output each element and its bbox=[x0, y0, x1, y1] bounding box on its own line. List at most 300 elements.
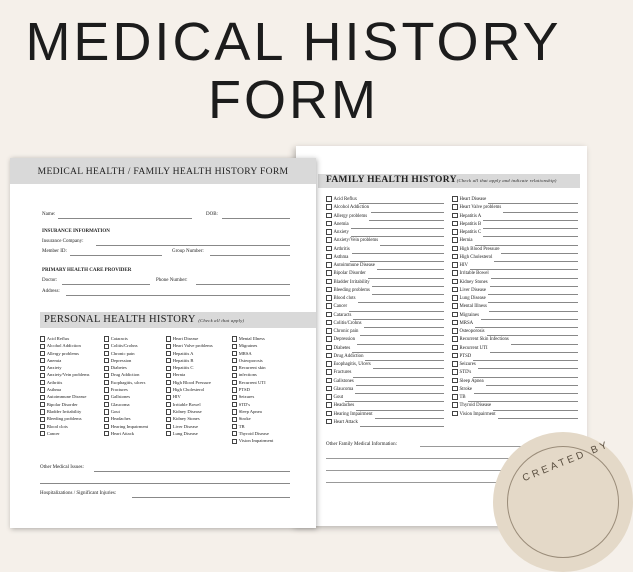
condition-checkbox[interactable] bbox=[166, 424, 171, 429]
condition-checkbox[interactable] bbox=[104, 344, 109, 349]
condition-label: Liver Disease bbox=[459, 287, 487, 293]
condition-checkbox[interactable] bbox=[104, 380, 109, 385]
condition-item bbox=[104, 342, 148, 349]
condition-checkbox[interactable] bbox=[452, 328, 458, 334]
condition-item bbox=[232, 335, 273, 342]
relationship-line[interactable] bbox=[372, 288, 444, 295]
relationship-line[interactable] bbox=[490, 346, 578, 353]
form-title: MEDICAL HEALTH / FAMILY HEALTH HISTORY FORM bbox=[37, 166, 289, 177]
condition-label: High Cholesterol bbox=[172, 387, 205, 393]
condition-label: Acid Reflux bbox=[46, 336, 70, 341]
relationship-line[interactable] bbox=[483, 222, 577, 229]
condition-checkbox[interactable] bbox=[166, 336, 171, 341]
condition-checkbox[interactable] bbox=[452, 213, 458, 219]
condition-checkbox[interactable] bbox=[40, 373, 45, 378]
relationship-line[interactable] bbox=[494, 255, 577, 262]
relationship-line[interactable] bbox=[357, 338, 443, 345]
condition-item bbox=[326, 196, 444, 204]
condition-label: Anxiety bbox=[46, 365, 62, 371]
condition-label: infections bbox=[238, 372, 257, 378]
condition-item bbox=[40, 379, 89, 386]
condition-label: Fractures bbox=[110, 387, 128, 393]
condition-checkbox[interactable] bbox=[452, 279, 458, 285]
hero-title-line1: MEDICAL HISTORY bbox=[25, 12, 562, 72]
condition-item bbox=[166, 357, 213, 364]
condition-item bbox=[232, 415, 273, 422]
seal-text: CREATED BY bbox=[521, 439, 612, 485]
condition-label: Thyroid Disease bbox=[238, 430, 269, 436]
relationship-line[interactable] bbox=[468, 395, 578, 402]
other-medical-issues-field[interactable] bbox=[94, 471, 290, 472]
other-medical-issues-field[interactable] bbox=[40, 483, 290, 484]
condition-item bbox=[452, 402, 578, 410]
condition-checkbox[interactable] bbox=[326, 386, 332, 392]
condition-label: Headaches bbox=[333, 403, 355, 409]
condition-checkbox[interactable] bbox=[166, 380, 171, 385]
condition-checkbox[interactable] bbox=[452, 287, 458, 293]
condition-checkbox[interactable] bbox=[452, 229, 458, 235]
condition-checkbox[interactable] bbox=[326, 204, 332, 210]
condition-item bbox=[326, 229, 444, 237]
relationship-line[interactable] bbox=[360, 420, 444, 427]
condition-checkbox[interactable] bbox=[452, 378, 458, 384]
relationship-line[interactable] bbox=[488, 197, 577, 204]
condition-label: Vision Impairment bbox=[238, 438, 274, 444]
condition-item bbox=[326, 361, 444, 369]
condition-checkbox[interactable] bbox=[326, 270, 332, 276]
condition-label: Anemia bbox=[46, 357, 62, 363]
condition-checkbox[interactable] bbox=[40, 431, 45, 436]
condition-checkbox[interactable] bbox=[326, 361, 332, 367]
relationship-line[interactable] bbox=[359, 197, 443, 204]
condition-label: Hernia bbox=[459, 238, 473, 244]
relationship-line[interactable] bbox=[470, 263, 577, 270]
condition-checkbox[interactable] bbox=[452, 270, 458, 276]
condition-checkbox[interactable] bbox=[452, 262, 458, 268]
condition-checkbox[interactable] bbox=[104, 336, 109, 341]
condition-item bbox=[326, 213, 444, 221]
condition-item bbox=[232, 423, 273, 430]
condition-checkbox[interactable] bbox=[452, 295, 458, 301]
relationship-line[interactable] bbox=[498, 412, 578, 419]
condition-checkbox[interactable] bbox=[452, 394, 458, 400]
condition-item bbox=[166, 371, 213, 378]
relationship-line[interactable] bbox=[503, 206, 577, 213]
condition-checkbox[interactable] bbox=[326, 328, 332, 334]
condition-label: Osteoporosis bbox=[459, 329, 485, 334]
condition-label: Hepatitis C bbox=[172, 365, 194, 371]
condition-item bbox=[40, 415, 89, 422]
condition-checkbox[interactable] bbox=[326, 229, 332, 235]
condition-item bbox=[104, 408, 148, 415]
condition-checkbox[interactable] bbox=[326, 246, 332, 252]
condition-checkbox[interactable] bbox=[452, 254, 458, 260]
condition-checkbox[interactable] bbox=[232, 344, 237, 349]
condition-checkbox[interactable] bbox=[232, 431, 237, 436]
condition-checkbox[interactable] bbox=[40, 380, 45, 385]
condition-checkbox[interactable] bbox=[40, 402, 45, 407]
hero-title bbox=[0, 0, 587, 150]
condition-checkbox[interactable] bbox=[452, 361, 458, 367]
condition-checkbox[interactable] bbox=[166, 431, 171, 436]
medical-form-page bbox=[10, 158, 316, 528]
condition-checkbox[interactable] bbox=[326, 411, 332, 417]
family-history-subtitle: (Check all that apply and indicate relationship) bbox=[456, 178, 557, 183]
doctor-field[interactable] bbox=[62, 284, 150, 285]
hero-title-line2: FORM bbox=[208, 70, 379, 130]
condition-item bbox=[40, 371, 89, 378]
condition-checkbox[interactable] bbox=[40, 409, 45, 414]
condition-label: Recurrent UTI bbox=[238, 379, 266, 385]
condition-label: Sleep Apnea bbox=[459, 378, 484, 384]
condition-checkbox[interactable] bbox=[326, 378, 332, 384]
condition-checkbox[interactable] bbox=[452, 320, 458, 326]
condition-checkbox[interactable] bbox=[232, 373, 237, 378]
relationship-line[interactable] bbox=[473, 371, 577, 378]
condition-checkbox[interactable] bbox=[166, 395, 171, 400]
condition-label: Autoimmune Disease bbox=[46, 394, 87, 400]
condition-item bbox=[166, 393, 213, 400]
condition-checkbox[interactable] bbox=[326, 345, 332, 351]
condition-checkbox[interactable] bbox=[452, 411, 458, 417]
relationship-line[interactable] bbox=[488, 296, 578, 303]
condition-checkbox[interactable] bbox=[104, 431, 109, 436]
relationship-line[interactable] bbox=[493, 404, 577, 411]
condition-checkbox[interactable] bbox=[326, 303, 332, 309]
relationship-line[interactable] bbox=[353, 371, 443, 378]
condition-checkbox[interactable] bbox=[452, 336, 458, 342]
condition-checkbox[interactable] bbox=[166, 373, 171, 378]
condition-item bbox=[166, 342, 213, 349]
relationship-line[interactable] bbox=[486, 379, 578, 386]
condition-checkbox[interactable] bbox=[166, 351, 171, 356]
condition-label: Heart Attack bbox=[110, 430, 135, 436]
condition-checkbox[interactable] bbox=[452, 312, 458, 318]
relationship-line[interactable] bbox=[475, 321, 577, 328]
condition-label: Bleeding problems bbox=[333, 287, 370, 293]
condition-label: Gallstones bbox=[110, 394, 131, 400]
condition-checkbox[interactable] bbox=[326, 394, 332, 400]
condition-label: Kidney Stones bbox=[172, 416, 200, 422]
condition-item bbox=[452, 246, 578, 254]
condition-label: Cataracts bbox=[333, 312, 352, 318]
condition-checkbox[interactable] bbox=[104, 387, 109, 392]
condition-checkbox[interactable] bbox=[326, 295, 332, 301]
condition-checkbox[interactable] bbox=[104, 358, 109, 363]
relationship-line[interactable] bbox=[356, 404, 443, 411]
relationship-line[interactable] bbox=[473, 354, 577, 361]
condition-checkbox[interactable] bbox=[166, 366, 171, 371]
relationship-line[interactable] bbox=[371, 206, 443, 213]
relationship-line[interactable] bbox=[352, 247, 444, 254]
condition-checkbox[interactable] bbox=[40, 424, 45, 429]
condition-item bbox=[232, 379, 273, 386]
condition-label: Glaucoma bbox=[110, 401, 130, 407]
relationship-line[interactable] bbox=[365, 354, 443, 361]
condition-label: Heart Valve problems bbox=[459, 205, 502, 211]
condition-item bbox=[326, 386, 444, 394]
personal-history-header bbox=[40, 312, 316, 328]
form-header bbox=[10, 158, 316, 184]
condition-label: Heart Disease bbox=[172, 336, 199, 341]
relationship-line[interactable] bbox=[364, 321, 444, 328]
condition-checkbox[interactable] bbox=[166, 344, 171, 349]
condition-checkbox[interactable] bbox=[166, 387, 171, 392]
condition-checkbox[interactable] bbox=[166, 417, 171, 422]
condition-checkbox[interactable] bbox=[104, 402, 109, 407]
condition-label: Colitis/Crohns bbox=[333, 320, 362, 326]
created-by-seal bbox=[493, 432, 633, 572]
condition-label: Osteoporosis bbox=[238, 357, 263, 363]
condition-item bbox=[452, 279, 578, 287]
condition-checkbox[interactable] bbox=[104, 395, 109, 400]
condition-checkbox[interactable] bbox=[452, 237, 458, 243]
condition-label: Diabetes bbox=[333, 345, 351, 351]
relationship-line[interactable] bbox=[372, 280, 444, 287]
relationship-line[interactable] bbox=[490, 280, 578, 287]
condition-label: Anemia bbox=[333, 221, 349, 227]
condition-checkbox[interactable] bbox=[232, 439, 237, 444]
condition-item bbox=[166, 350, 213, 357]
condition-checkbox[interactable] bbox=[452, 353, 458, 359]
address-field[interactable] bbox=[66, 295, 290, 296]
relationship-line[interactable] bbox=[373, 362, 444, 369]
condition-checkbox[interactable] bbox=[326, 312, 332, 318]
condition-item bbox=[452, 270, 578, 278]
condition-label: Recurrent Skin Infections bbox=[459, 337, 509, 343]
condition-item bbox=[232, 437, 273, 444]
group-number-field[interactable] bbox=[210, 255, 290, 256]
relationship-line[interactable] bbox=[501, 247, 577, 254]
address-label: Address: bbox=[42, 289, 60, 294]
condition-label: Arthritis bbox=[46, 379, 63, 385]
condition-checkbox[interactable] bbox=[104, 409, 109, 414]
condition-item bbox=[452, 221, 578, 229]
condition-checkbox[interactable] bbox=[232, 358, 237, 363]
condition-checkbox[interactable] bbox=[232, 402, 237, 407]
condition-label: Mental Illness bbox=[459, 304, 487, 310]
family-history-title: FAMILY HEALTH HISTORY bbox=[326, 175, 457, 185]
relationship-line[interactable] bbox=[489, 305, 578, 312]
condition-checkbox[interactable] bbox=[104, 351, 109, 356]
condition-checkbox[interactable] bbox=[326, 369, 332, 375]
condition-label: TB bbox=[238, 423, 245, 429]
relationship-line[interactable] bbox=[478, 362, 578, 369]
condition-label: Depression bbox=[333, 337, 356, 343]
condition-label: Autoimmune Disease bbox=[333, 263, 375, 268]
condition-checkbox[interactable] bbox=[232, 424, 237, 429]
condition-checkbox[interactable] bbox=[326, 262, 332, 268]
condition-item bbox=[104, 423, 148, 430]
condition-label: Migraines bbox=[459, 312, 479, 318]
condition-checkbox[interactable] bbox=[40, 336, 45, 341]
relationship-line[interactable] bbox=[483, 214, 577, 221]
relationship-line[interactable] bbox=[358, 296, 444, 303]
condition-checkbox[interactable] bbox=[452, 402, 458, 408]
condition-label: Alcohol Addiction bbox=[333, 205, 370, 211]
condition-label: Gout bbox=[110, 408, 120, 414]
condition-checkbox[interactable] bbox=[166, 358, 171, 363]
condition-checkbox[interactable] bbox=[232, 395, 237, 400]
condition-item bbox=[452, 229, 578, 237]
condition-checkbox[interactable] bbox=[326, 213, 332, 219]
relationship-line[interactable] bbox=[351, 222, 444, 229]
relationship-line[interactable] bbox=[352, 346, 443, 353]
condition-checkbox[interactable] bbox=[452, 345, 458, 351]
condition-checkbox[interactable] bbox=[452, 386, 458, 392]
condition-item bbox=[452, 312, 578, 320]
condition-label: Irritable Bowel bbox=[172, 401, 201, 407]
relationship-line[interactable] bbox=[369, 214, 443, 221]
condition-item bbox=[326, 353, 444, 361]
condition-item bbox=[452, 328, 578, 336]
relationship-line[interactable] bbox=[349, 305, 443, 312]
condition-checkbox[interactable] bbox=[326, 402, 332, 408]
condition-checkbox[interactable] bbox=[232, 351, 237, 356]
member-id-field[interactable] bbox=[70, 255, 162, 256]
condition-checkbox[interactable] bbox=[452, 221, 458, 227]
condition-item bbox=[104, 386, 148, 393]
condition-checkbox[interactable] bbox=[104, 373, 109, 378]
name-field[interactable] bbox=[58, 218, 192, 219]
condition-label: High Cholesterol bbox=[459, 254, 493, 260]
name-label: Name: bbox=[42, 212, 56, 217]
condition-item bbox=[326, 262, 444, 270]
relationship-line[interactable] bbox=[491, 272, 578, 279]
relationship-line[interactable] bbox=[380, 239, 443, 246]
relationship-line[interactable] bbox=[368, 272, 444, 279]
condition-label: MRSA bbox=[459, 320, 474, 326]
condition-checkbox[interactable] bbox=[166, 402, 171, 407]
relationship-line[interactable] bbox=[511, 338, 578, 345]
condition-label: Gout bbox=[333, 395, 344, 400]
condition-checkbox[interactable] bbox=[452, 303, 458, 309]
condition-item bbox=[452, 204, 578, 212]
insurance-company-field[interactable] bbox=[96, 245, 290, 246]
condition-checkbox[interactable] bbox=[326, 279, 332, 285]
condition-checkbox[interactable] bbox=[232, 336, 237, 341]
condition-item bbox=[326, 254, 444, 262]
condition-item bbox=[326, 237, 444, 245]
condition-checkbox[interactable] bbox=[232, 417, 237, 422]
condition-item bbox=[104, 364, 148, 371]
condition-checkbox[interactable] bbox=[104, 424, 109, 429]
relationship-line[interactable] bbox=[488, 288, 577, 295]
relationship-line[interactable] bbox=[487, 329, 578, 336]
condition-checkbox[interactable] bbox=[40, 358, 45, 363]
condition-item bbox=[232, 357, 273, 364]
condition-checkbox[interactable] bbox=[326, 254, 332, 260]
condition-checkbox[interactable] bbox=[232, 380, 237, 385]
condition-checkbox[interactable] bbox=[104, 366, 109, 371]
condition-label: Stroke bbox=[459, 386, 473, 392]
condition-checkbox[interactable] bbox=[326, 320, 332, 326]
condition-label: Cancer bbox=[46, 430, 60, 436]
condition-checkbox[interactable] bbox=[452, 196, 458, 202]
hospitalizations-field[interactable] bbox=[132, 497, 290, 498]
relationship-line[interactable] bbox=[350, 255, 443, 262]
condition-checkbox[interactable] bbox=[40, 417, 45, 422]
condition-checkbox[interactable] bbox=[40, 366, 45, 371]
relationship-line[interactable] bbox=[377, 263, 444, 270]
condition-item bbox=[104, 379, 148, 386]
condition-item bbox=[166, 379, 213, 386]
condition-checkbox[interactable] bbox=[326, 221, 332, 227]
condition-checkbox[interactable] bbox=[40, 351, 45, 356]
condition-item bbox=[326, 402, 444, 410]
condition-item bbox=[326, 369, 444, 377]
condition-checkbox[interactable] bbox=[232, 387, 237, 392]
condition-label: Bladder Irritability bbox=[333, 279, 370, 285]
relationship-line[interactable] bbox=[356, 379, 444, 386]
condition-checkbox[interactable] bbox=[166, 409, 171, 414]
condition-checkbox[interactable] bbox=[326, 196, 332, 202]
relationship-line[interactable] bbox=[351, 230, 444, 237]
condition-label: High Blood Pressure bbox=[459, 246, 500, 252]
condition-item bbox=[452, 336, 578, 344]
relationship-line[interactable] bbox=[475, 239, 578, 246]
condition-checkbox[interactable] bbox=[104, 417, 109, 422]
condition-checkbox[interactable] bbox=[326, 353, 332, 359]
condition-item bbox=[40, 423, 89, 430]
condition-checkbox[interactable] bbox=[40, 387, 45, 392]
condition-checkbox[interactable] bbox=[452, 369, 458, 375]
condition-label: Allergy problems bbox=[46, 350, 79, 356]
condition-label: Bipolar Disorder bbox=[46, 401, 78, 407]
condition-item bbox=[452, 295, 578, 303]
condition-checkbox[interactable] bbox=[232, 409, 237, 414]
condition-label: Vision Impairment bbox=[459, 411, 496, 417]
relationship-line[interactable] bbox=[481, 313, 578, 320]
condition-checkbox[interactable] bbox=[326, 237, 332, 243]
relationship-line[interactable] bbox=[355, 387, 443, 394]
condition-item bbox=[104, 357, 148, 364]
relationship-line[interactable] bbox=[375, 412, 444, 419]
condition-item bbox=[166, 423, 213, 430]
condition-item bbox=[452, 303, 578, 311]
condition-item bbox=[452, 394, 578, 402]
condition-item bbox=[326, 419, 444, 427]
relationship-line[interactable] bbox=[474, 387, 577, 394]
dob-field[interactable] bbox=[222, 218, 290, 219]
condition-label: Acid Reflux bbox=[333, 197, 358, 202]
condition-label: Mental Illness bbox=[238, 336, 265, 341]
phone-field[interactable] bbox=[196, 284, 290, 285]
relationship-line[interactable] bbox=[345, 395, 443, 402]
condition-item bbox=[326, 221, 444, 229]
condition-item bbox=[232, 371, 273, 378]
condition-checkbox[interactable] bbox=[40, 344, 45, 349]
condition-checkbox[interactable] bbox=[326, 287, 332, 293]
condition-checkbox[interactable] bbox=[232, 366, 237, 371]
group-number-label: Group Number: bbox=[172, 249, 204, 254]
relationship-line[interactable] bbox=[483, 230, 577, 237]
condition-checkbox[interactable] bbox=[40, 395, 45, 400]
condition-item bbox=[326, 336, 444, 344]
hospitalizations-label: Hospitalizations / Significant Injuries: bbox=[40, 491, 117, 496]
condition-checkbox[interactable] bbox=[452, 204, 458, 210]
condition-checkbox[interactable] bbox=[326, 419, 332, 425]
condition-label: Anxiety/Vein problems bbox=[333, 238, 379, 244]
condition-label: Drug Addiction bbox=[110, 372, 140, 378]
condition-checkbox[interactable] bbox=[452, 246, 458, 252]
condition-item bbox=[452, 411, 578, 419]
other-family-info-label: Other Family Medical Information: bbox=[326, 442, 397, 447]
relationship-line[interactable] bbox=[360, 329, 443, 336]
condition-item bbox=[452, 254, 578, 262]
relationship-line[interactable] bbox=[353, 313, 443, 320]
condition-checkbox[interactable] bbox=[326, 336, 332, 342]
